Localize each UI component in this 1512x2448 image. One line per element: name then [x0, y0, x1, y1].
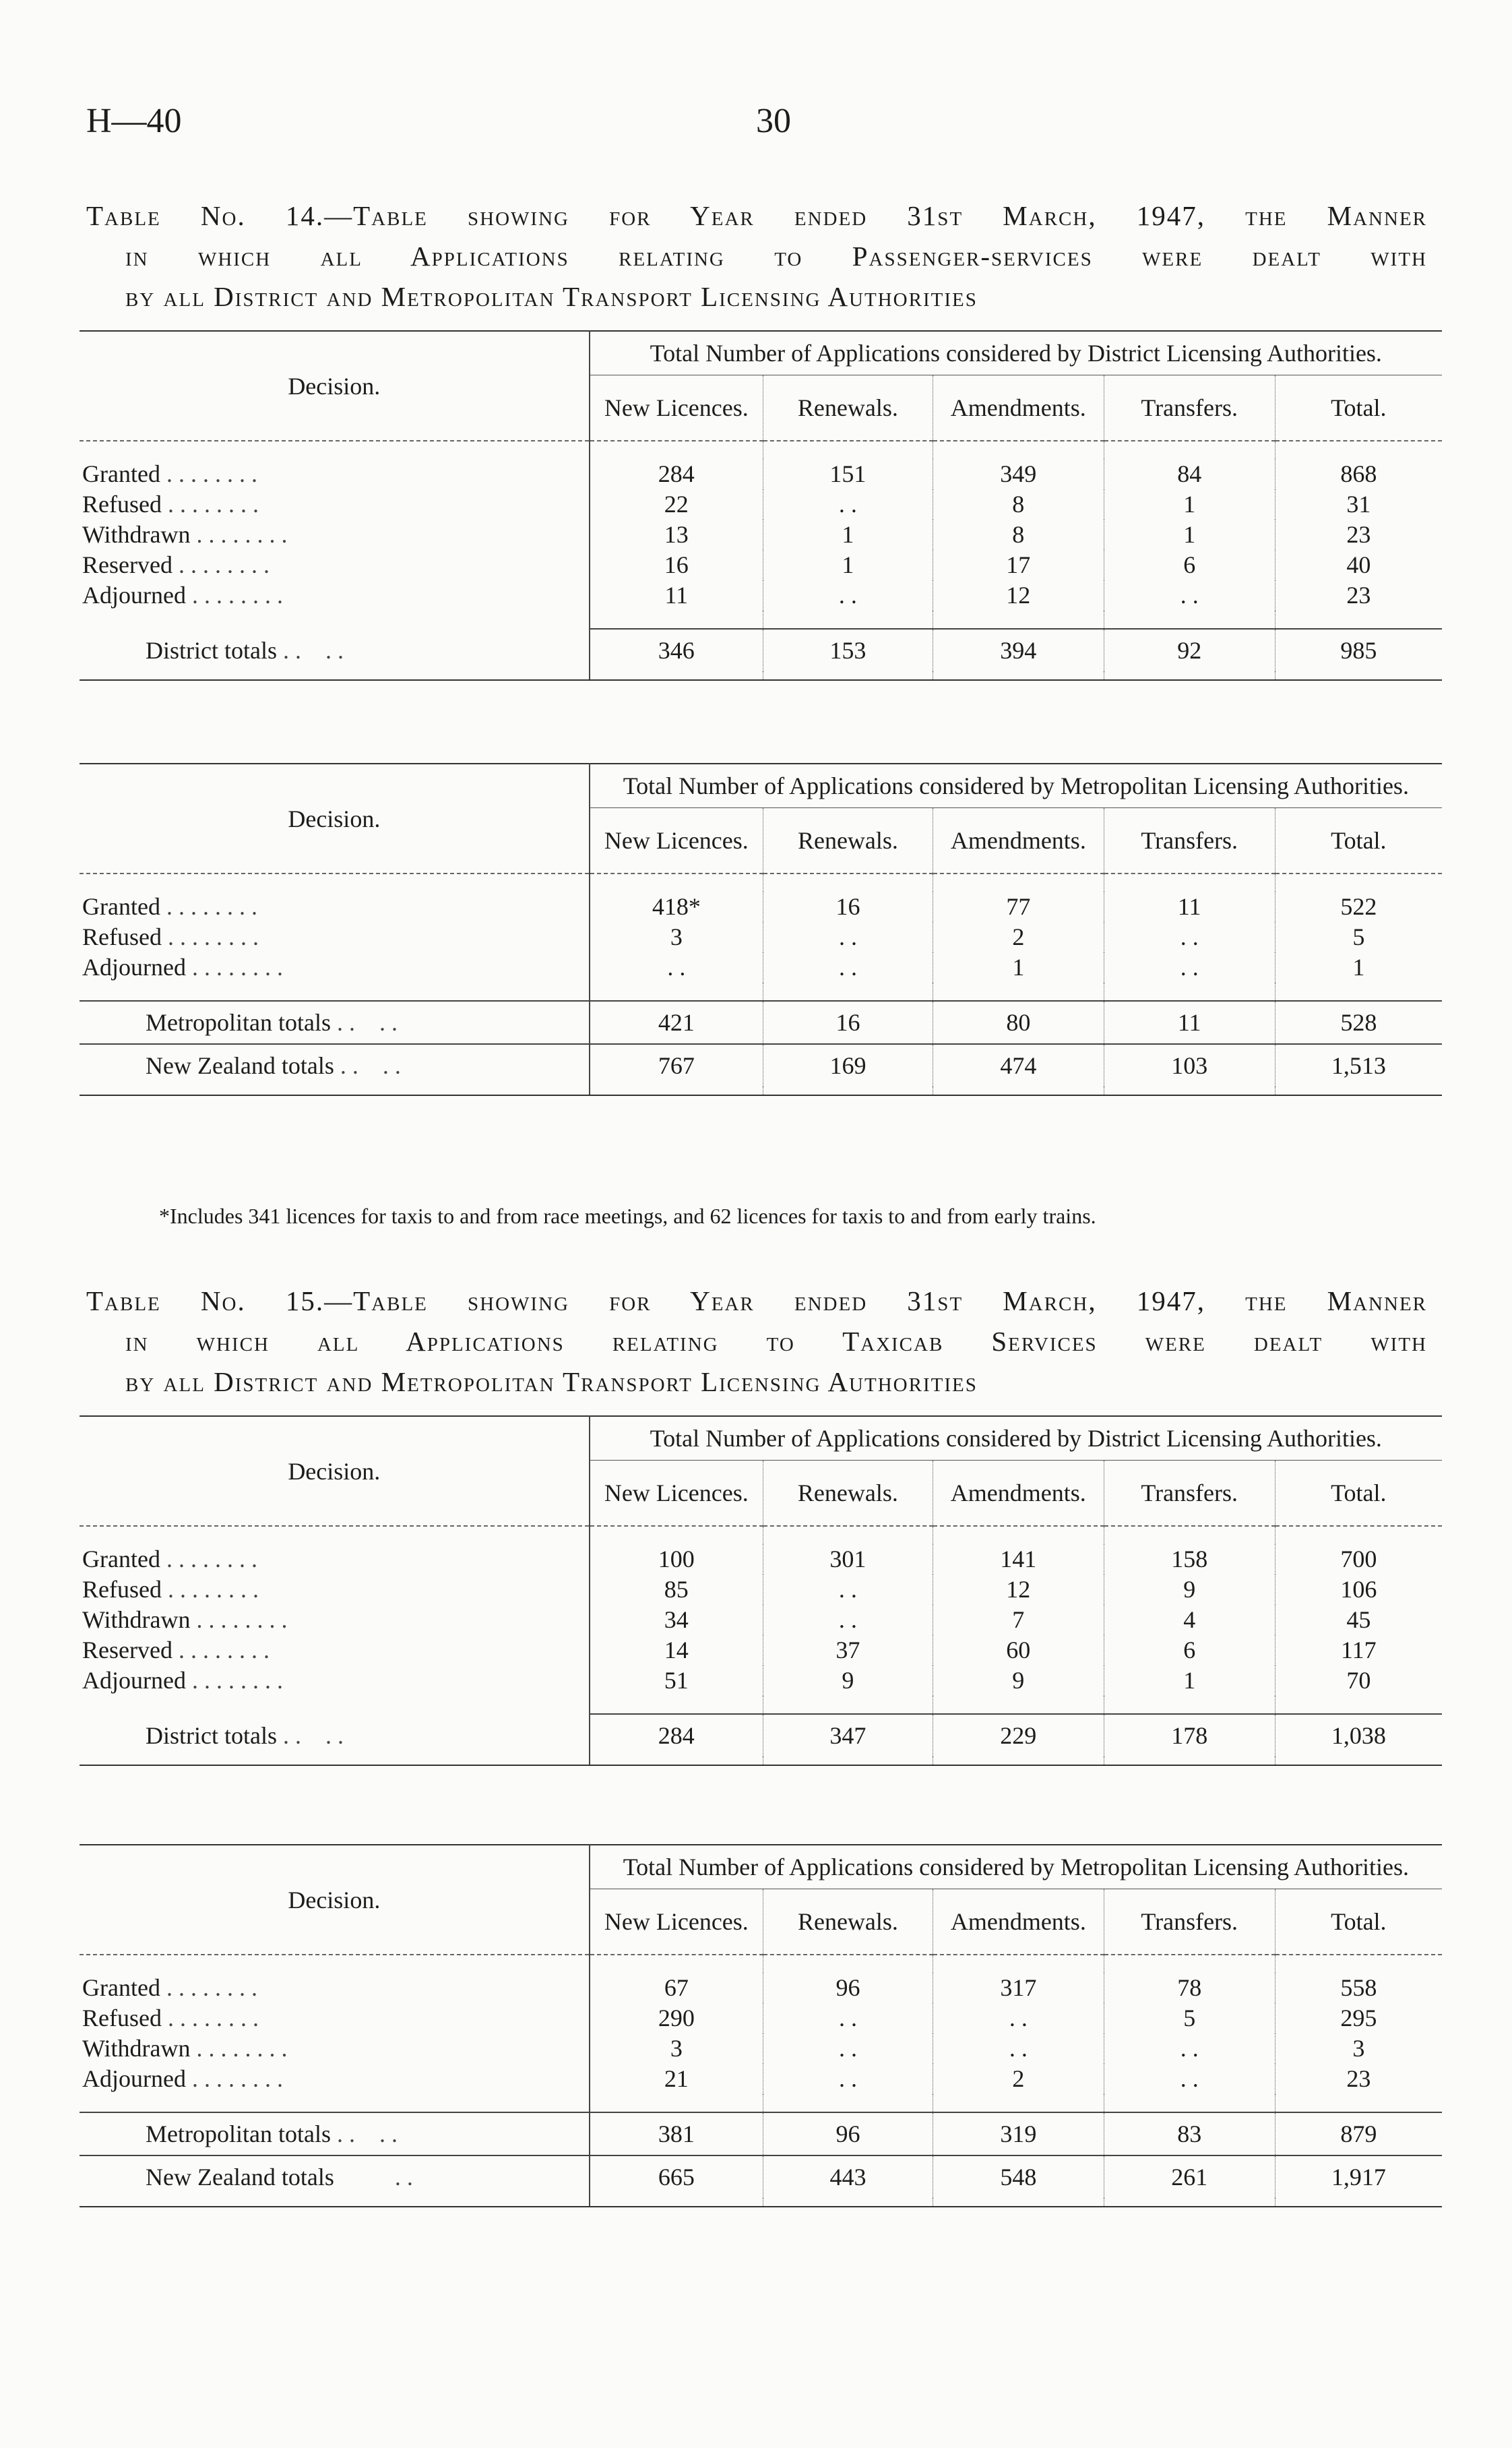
cell: 346	[590, 629, 763, 671]
cell: 229	[933, 1714, 1104, 1756]
cell: . .	[1104, 952, 1275, 983]
cell: 103	[1104, 1044, 1275, 1087]
cell: . .	[1104, 2033, 1275, 2064]
cell: 9	[1104, 1574, 1275, 1605]
leader-dots: . . . . . . . .	[178, 551, 270, 578]
leader-dots: . . . . . . . .	[196, 2035, 288, 2062]
cell: 9	[933, 1665, 1104, 1696]
leader-dots: . . . . . . . .	[196, 1606, 288, 1633]
cell: 11	[1104, 1001, 1275, 1044]
cell: 84	[1104, 459, 1275, 489]
cell: 16	[590, 550, 763, 580]
row-label: Adjourned	[82, 1667, 186, 1694]
cell: 17	[933, 550, 1104, 580]
cell: 301	[763, 1544, 933, 1574]
table14-title	[86, 195, 1427, 317]
col-new-licences: New Licences.	[590, 808, 763, 874]
cell: 100	[590, 1544, 763, 1574]
table-row	[80, 1605, 1442, 1635]
row-label: Metropolitan totals	[146, 1009, 331, 1036]
leader-dots: . . . . . . . .	[166, 1546, 257, 1572]
table-row	[80, 489, 1442, 520]
cell: 4	[1104, 1605, 1275, 1635]
cell: 16	[763, 892, 933, 922]
cell: 284	[590, 459, 763, 489]
row-label: Adjourned	[82, 582, 186, 609]
cell: 70	[1275, 1665, 1442, 1696]
page-reference: H—40	[86, 102, 182, 140]
metro-totals-row	[80, 1001, 1442, 1044]
cell: 22	[590, 489, 763, 520]
cell: 96	[763, 1973, 933, 2003]
cell: 421	[590, 1001, 763, 1044]
col-amendments: Amendments.	[933, 375, 1104, 441]
cell: . .	[763, 2033, 933, 2064]
cell: 37	[763, 1635, 933, 1665]
row-label: Withdrawn	[82, 1606, 191, 1633]
leader-dots: . . . . . . . .	[166, 893, 257, 920]
cell: 1,038	[1275, 1714, 1442, 1756]
col-transfers: Transfers.	[1104, 1461, 1275, 1527]
cell: 96	[763, 2112, 933, 2155]
row-label: Adjourned	[82, 954, 186, 981]
row-label: New Zealand totals	[146, 1052, 334, 1079]
leader-dots: . . . . . . . .	[167, 1576, 259, 1603]
table14-district-table	[80, 330, 1442, 681]
leader-dots: . .	[340, 1052, 358, 1079]
table-row	[80, 459, 1442, 489]
cell: 9	[763, 1665, 933, 1696]
table-row	[80, 922, 1442, 952]
cell: 474	[933, 1044, 1104, 1087]
table-row	[80, 1973, 1442, 2003]
col-new-licences: New Licences.	[590, 375, 763, 441]
table14-metro-table	[80, 763, 1442, 1096]
table-row	[80, 580, 1442, 611]
cell: 51	[590, 1665, 763, 1696]
cell: 153	[763, 629, 933, 671]
cell: 3	[1275, 2033, 1442, 2064]
table-row	[80, 952, 1442, 983]
cell: 5	[1275, 922, 1442, 952]
table-row	[80, 2033, 1442, 2064]
cell: 879	[1275, 2112, 1442, 2155]
cell: 1	[1275, 952, 1442, 983]
table-row	[80, 550, 1442, 580]
cell: 40	[1275, 550, 1442, 580]
cell: 1	[763, 520, 933, 550]
leader-dots: . .	[282, 636, 301, 664]
table-row	[80, 520, 1442, 550]
cell: 16	[763, 1001, 933, 1044]
cell: 11	[1104, 892, 1275, 922]
table14-footnote: *Includes 341 licences for taxis to and from race meetings, and 62 licences for taxis to and from early trains.	[159, 1204, 1096, 1228]
col-total: Total.	[1275, 1889, 1442, 1955]
cell: 1,917	[1275, 2155, 1442, 2198]
table-row	[80, 1544, 1442, 1574]
leader-dots: . . . . . . . .	[196, 521, 288, 548]
cell: 1	[933, 952, 1104, 983]
cell: 92	[1104, 629, 1275, 671]
table15-title-line-3: by all District and Metropolitan Transport Licensing Authorities	[125, 1366, 978, 1397]
row-label: Withdrawn	[82, 2035, 191, 2062]
page-number: 30	[756, 102, 791, 140]
leader-dots: . .	[336, 1009, 355, 1036]
leader-dots: . .	[379, 2120, 398, 2147]
row-label: Refused	[82, 2005, 162, 2031]
cell: . .	[1104, 580, 1275, 611]
cell: 985	[1275, 629, 1442, 671]
row-label: District totals	[146, 1721, 277, 1749]
leader-dots: . . . . . . . .	[191, 582, 283, 609]
cell: . .	[1104, 922, 1275, 952]
leader-dots: . . . . . . . .	[191, 954, 283, 981]
row-label: Granted	[82, 893, 160, 920]
cell: . .	[1104, 2064, 1275, 2094]
cell: 2	[933, 2064, 1104, 2094]
cell: 1,513	[1275, 1044, 1442, 1087]
metro-group-header: Total Number of Applications considered by Metropolitan Licensing Authorities.	[590, 764, 1442, 808]
cell: 85	[590, 1574, 763, 1605]
row-label: Reserved	[82, 1636, 172, 1663]
district-totals-row	[80, 1714, 1442, 1756]
table15-metro-table	[80, 1844, 1442, 2207]
row-label: Reserved	[82, 551, 172, 578]
row-label: Refused	[82, 923, 162, 950]
table14-title-line-2: in which all Applications relating to Passenger-services were dealt with	[125, 241, 1427, 272]
table15-title-line-1: Table No. 15.—Table showing for Year ended 31st March, 1947, the Manner	[86, 1285, 1427, 1316]
leader-dots: . . . . . . . .	[166, 1974, 257, 2001]
cell: 349	[933, 459, 1104, 489]
metro-group-header: Total Number of Applications considered by Metropolitan Licensing Authorities.	[590, 1845, 1442, 1889]
cell: 1	[1104, 1665, 1275, 1696]
cell: 548	[933, 2155, 1104, 2198]
leader-dots: . .	[325, 1721, 344, 1749]
cell: 868	[1275, 459, 1442, 489]
row-label: Granted	[82, 1546, 160, 1572]
row-label: Refused	[82, 491, 162, 518]
cell: 767	[590, 1044, 763, 1087]
table15-title	[86, 1281, 1427, 1402]
cell: 295	[1275, 2003, 1442, 2033]
cell: 23	[1275, 2064, 1442, 2094]
row-label: Granted	[82, 460, 160, 487]
table-row	[80, 2003, 1442, 2033]
leader-dots: . .	[325, 636, 344, 664]
cell: 2	[933, 922, 1104, 952]
cell: 45	[1275, 1605, 1442, 1635]
col-transfers: Transfers.	[1104, 808, 1275, 874]
cell: 14	[590, 1635, 763, 1665]
cell: 67	[590, 1973, 763, 2003]
cell: 13	[590, 520, 763, 550]
cell: 284	[590, 1714, 763, 1756]
nz-totals-row	[80, 2155, 1442, 2198]
row-label: District totals	[146, 636, 277, 664]
cell: . .	[763, 489, 933, 520]
cell: . .	[763, 1605, 933, 1635]
leader-dots: . .	[394, 2164, 413, 2191]
cell: 290	[590, 2003, 763, 2033]
cell: 169	[763, 1044, 933, 1087]
cell: 1	[1104, 489, 1275, 520]
row-label: Withdrawn	[82, 521, 191, 548]
cell: 151	[763, 459, 933, 489]
cell: 1	[763, 550, 933, 580]
nz-totals-row	[80, 1044, 1442, 1087]
col-amendments: Amendments.	[933, 1889, 1104, 1955]
cell: 106	[1275, 1574, 1442, 1605]
cell: 261	[1104, 2155, 1275, 2198]
district-group-header: Total Number of Applications considered by District Licensing Authorities.	[590, 331, 1442, 375]
cell: . .	[763, 922, 933, 952]
cell: . .	[763, 1574, 933, 1605]
leader-dots: . .	[282, 1721, 301, 1749]
cell: 158	[1104, 1544, 1275, 1574]
cell: 34	[590, 1605, 763, 1635]
table-row	[80, 2064, 1442, 2094]
col-total: Total.	[1275, 375, 1442, 441]
row-label: New Zealand totals	[146, 2164, 334, 2191]
cell: 21	[590, 2064, 763, 2094]
cell: . .	[763, 2064, 933, 2094]
cell: 12	[933, 1574, 1104, 1605]
table14-title-line-3: by all District and Metropolitan Transport Licensing Authorities	[125, 281, 978, 312]
col-new-licences: New Licences.	[590, 1461, 763, 1527]
leader-dots: . .	[336, 2120, 355, 2147]
table15-title-line-2: in which all Applications relating to Taxicab Services were dealt with	[125, 1326, 1427, 1357]
cell: 23	[1275, 520, 1442, 550]
col-transfers: Transfers.	[1104, 375, 1275, 441]
leader-dots: . . . . . . . .	[191, 1667, 283, 1694]
col-renewals: Renewals.	[763, 808, 933, 874]
cell: 3	[590, 2033, 763, 2064]
decision-header: Decision.	[80, 331, 590, 441]
cell: 8	[933, 520, 1104, 550]
row-label: Granted	[82, 1974, 160, 2001]
leader-dots: . . . . . . . .	[167, 491, 259, 518]
cell: 78	[1104, 1973, 1275, 2003]
cell: . .	[590, 952, 763, 983]
leader-dots: . . . . . . . .	[167, 923, 259, 950]
col-total: Total.	[1275, 1461, 1442, 1527]
row-label: Adjourned	[82, 2065, 186, 2092]
cell: 418*	[590, 892, 763, 922]
col-new-licences: New Licences.	[590, 1889, 763, 1955]
cell: 522	[1275, 892, 1442, 922]
cell: 317	[933, 1973, 1104, 2003]
cell: 117	[1275, 1635, 1442, 1665]
leader-dots: . . . . . . . .	[191, 2065, 283, 2092]
cell: 319	[933, 2112, 1104, 2155]
cell: 6	[1104, 1635, 1275, 1665]
col-renewals: Renewals.	[763, 1461, 933, 1527]
table-row	[80, 892, 1442, 922]
table-row	[80, 1574, 1442, 1605]
col-transfers: Transfers.	[1104, 1889, 1275, 1955]
cell: 8	[933, 489, 1104, 520]
district-totals-row	[80, 629, 1442, 671]
col-renewals: Renewals.	[763, 375, 933, 441]
decision-header: Decision.	[80, 764, 590, 874]
cell: . .	[763, 952, 933, 983]
cell: 558	[1275, 1973, 1442, 2003]
cell: 528	[1275, 1001, 1442, 1044]
leader-dots: . . . . . . . .	[167, 2005, 259, 2031]
cell: 700	[1275, 1544, 1442, 1574]
cell: 60	[933, 1635, 1104, 1665]
district-group-header: Total Number of Applications considered by District Licensing Authorities.	[590, 1416, 1442, 1461]
col-amendments: Amendments.	[933, 808, 1104, 874]
table-row	[80, 1635, 1442, 1665]
table15-district-table	[80, 1415, 1442, 1766]
cell: 7	[933, 1605, 1104, 1635]
cell: 83	[1104, 2112, 1275, 2155]
leader-dots: . .	[382, 1052, 401, 1079]
cell: 443	[763, 2155, 933, 2198]
cell: 1	[1104, 520, 1275, 550]
cell: 5	[1104, 2003, 1275, 2033]
col-renewals: Renewals.	[763, 1889, 933, 1955]
cell: . .	[763, 2003, 933, 2033]
cell: 31	[1275, 489, 1442, 520]
cell: 381	[590, 2112, 763, 2155]
cell: 11	[590, 580, 763, 611]
cell: 394	[933, 629, 1104, 671]
table14-title-line-1: Table No. 14.—Table showing for Year ended 31st March, 1947, the Manner	[86, 200, 1427, 231]
leader-dots: . . . . . . . .	[166, 460, 257, 487]
leader-dots: . . . . . . . .	[178, 1636, 270, 1663]
leader-dots: . .	[379, 1009, 398, 1036]
row-label: Refused	[82, 1576, 162, 1603]
cell: 178	[1104, 1714, 1275, 1756]
cell: 3	[590, 922, 763, 952]
cell: 665	[590, 2155, 763, 2198]
col-total: Total.	[1275, 808, 1442, 874]
col-amendments: Amendments.	[933, 1461, 1104, 1527]
row-label: Metropolitan totals	[146, 2120, 331, 2147]
cell: 77	[933, 892, 1104, 922]
decision-header: Decision.	[80, 1416, 590, 1526]
cell: . .	[763, 580, 933, 611]
table-row	[80, 1665, 1442, 1696]
cell: 23	[1275, 580, 1442, 611]
decision-header: Decision.	[80, 1845, 590, 1955]
cell: . .	[933, 2003, 1104, 2033]
cell: 12	[933, 580, 1104, 611]
cell: 80	[933, 1001, 1104, 1044]
cell: 141	[933, 1544, 1104, 1574]
cell: 347	[763, 1714, 933, 1756]
metro-totals-row	[80, 2112, 1442, 2155]
cell: . .	[933, 2033, 1104, 2064]
cell: 6	[1104, 550, 1275, 580]
